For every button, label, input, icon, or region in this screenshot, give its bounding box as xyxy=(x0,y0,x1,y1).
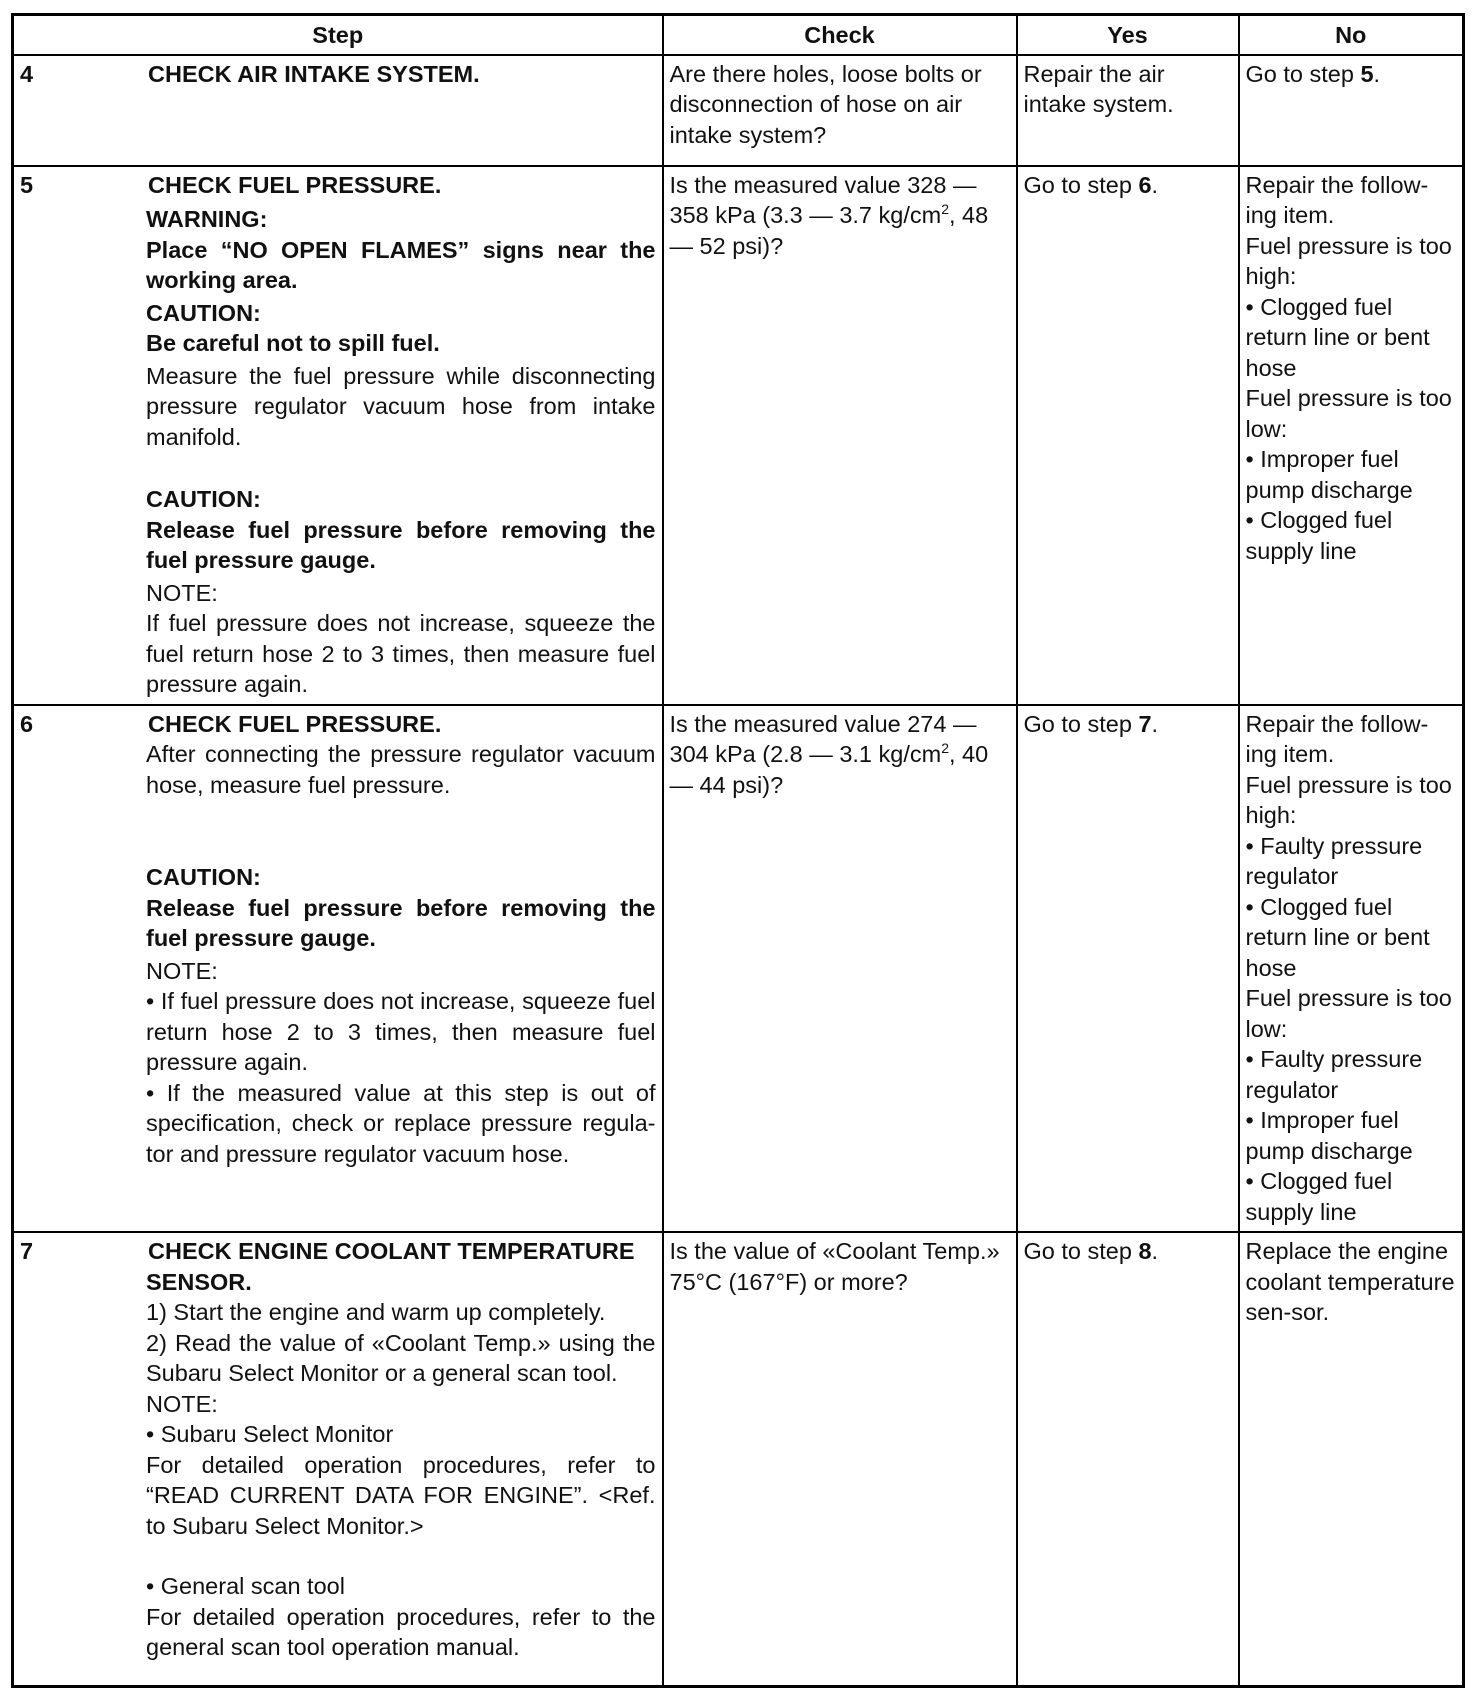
yes-text: Repair the air intake system. xyxy=(1023,60,1174,117)
warning-text: Place “NO OPEN FLAMES” signs near the working area. xyxy=(146,236,656,293)
yes-suffix: . xyxy=(1151,1238,1159,1264)
no-text: Replace the engine coolant temperature sen-sor. xyxy=(1245,1238,1455,1325)
step-title: CHECK FUEL PRESSURE. xyxy=(148,171,442,198)
table-row-step-5 xyxy=(13,166,1464,705)
check-cell xyxy=(663,705,1017,1233)
instruction-text: Measure the fuel pressure while disconnecting pressure regulator vacuum hose from intake manifold. xyxy=(146,362,656,450)
check-text: Is the value of «Coolant Temp.» 75°C (167°F) or more? xyxy=(669,1238,1000,1295)
no-line: Repair the follow-ing item. xyxy=(1245,171,1429,228)
check-text-end: , 48 — 52 psi)? xyxy=(669,202,989,259)
check-cell xyxy=(663,55,1017,166)
yes-prefix: Go to step xyxy=(1023,710,1139,737)
table-row-step-6 xyxy=(13,705,1464,1233)
header-row xyxy=(13,15,1464,55)
no-line: • Clogged fuel supply line xyxy=(1245,507,1393,564)
caution-text: Release fuel pressure before removing the fuel pressure gauge. xyxy=(146,516,656,573)
table-row-step-7 xyxy=(13,1232,1464,1687)
no-cell xyxy=(1239,166,1464,705)
check-text-end: , 40 — 44 psi)? xyxy=(669,741,989,798)
yes-cell xyxy=(1017,1232,1239,1687)
header-check: Check xyxy=(663,15,1017,55)
procedure-step: 2) Read the value of «Coolant Temp.» using the Subaru Select Monitor or a general scan tool. xyxy=(146,1329,656,1386)
superscript: 2 xyxy=(941,740,949,756)
no-line: Fuel pressure is too low: xyxy=(1245,985,1452,1042)
note-label: NOTE: xyxy=(146,579,218,606)
header-step: Step xyxy=(13,15,663,55)
step-number: 7 xyxy=(20,1238,34,1264)
diagnostic-table xyxy=(11,13,1465,1688)
yes-step-ref: 8 xyxy=(1138,1238,1152,1264)
header-no: No xyxy=(1239,15,1464,55)
no-cell xyxy=(1239,705,1464,1233)
note-bullet: • Subaru Select Monitor xyxy=(146,1421,394,1447)
note-label: NOTE: xyxy=(146,1390,218,1417)
yes-step-ref: 6 xyxy=(1138,171,1152,198)
yes-prefix: Go to step xyxy=(1023,1238,1139,1264)
yes-suffix: . xyxy=(1151,171,1159,198)
note-bullet: • If fuel pressure does not increase, squeeze fuel return hose 2 to 3 times, then measure fuel pressure again. xyxy=(146,988,656,1075)
no-line: • Improper fuel pump discharge xyxy=(1245,446,1413,503)
no-prefix: Go to step xyxy=(1245,60,1361,87)
no-line: Repair the follow-ing item. xyxy=(1245,710,1429,767)
no-line: • Clogged fuel supply line xyxy=(1245,1168,1393,1225)
note-text: For detailed operation procedures, refer to the general scan tool operation manual. xyxy=(146,1603,656,1660)
no-line: • Faulty pressure regulator xyxy=(1245,832,1423,889)
yes-cell xyxy=(1017,705,1239,1233)
check-cell xyxy=(663,1232,1017,1687)
check-cell xyxy=(663,166,1017,705)
no-line: • Faulty pressure regulator xyxy=(1245,1046,1423,1103)
no-suffix: . xyxy=(1373,60,1381,87)
yes-prefix: Go to step xyxy=(1023,171,1139,198)
no-line: Fuel pressure is too high: xyxy=(1245,771,1452,828)
table-row-step-4 xyxy=(13,55,1464,166)
note-bullet: • If the measured value at this step is out of specification, check or replace pressure regula-tor and pressure regulator vacuum hose. xyxy=(146,1079,656,1167)
instruction-text: After connecting the pressure regulator vacuum hose, measure fuel pressure. xyxy=(146,741,656,798)
no-step-ref: 5 xyxy=(1360,60,1374,87)
step-cell xyxy=(13,166,663,705)
note-text: If fuel pressure does not increase, squeeze the fuel return hose 2 to 3 times, then measure fuel pressure again. xyxy=(146,610,656,697)
note-label: NOTE: xyxy=(146,957,218,984)
note-text: For detailed operation procedures, refer to “READ CURRENT DATA FOR ENGINE”. <Ref. to Subaru Select Monitor.> xyxy=(146,1451,656,1539)
check-text: Are there holes, loose bolts or disconnection of hose on air intake system? xyxy=(669,60,982,148)
no-line: Fuel pressure is too high: xyxy=(1245,232,1452,289)
no-line: Fuel pressure is too low: xyxy=(1245,385,1452,442)
note-bullet: • General scan tool xyxy=(146,1573,345,1599)
no-line: • Improper fuel pump discharge xyxy=(1245,1107,1413,1164)
check-text: Is the measured value 328 — 358 kPa (3.3 — 3.7 kg/cm xyxy=(669,171,977,228)
yes-cell xyxy=(1017,55,1239,166)
no-cell xyxy=(1239,1232,1464,1687)
yes-step-ref: 7 xyxy=(1138,710,1152,737)
caution-label: CAUTION: xyxy=(146,864,261,890)
header-yes: Yes xyxy=(1017,15,1239,55)
procedure-step: 1) Start the engine and warm up completely. xyxy=(146,1299,606,1325)
step-title: CHECK AIR INTAKE SYSTEM. xyxy=(148,60,480,87)
step-cell xyxy=(13,55,663,166)
no-cell xyxy=(1239,55,1464,166)
caution-text: Be careful not to spill fuel. xyxy=(146,330,440,356)
caution-text: Release fuel pressure before removing the fuel pressure gauge. xyxy=(146,894,656,951)
step-title: CHECK ENGINE COOLANT TEMPERATURE SENSOR. xyxy=(146,1238,635,1295)
step-number: 5 xyxy=(20,171,34,198)
no-line: • Clogged fuel return line or bent hose xyxy=(1245,893,1430,981)
yes-suffix: . xyxy=(1151,710,1159,737)
warning-label: WARNING: xyxy=(146,206,268,232)
check-text: Is the measured value 274 — 304 kPa (2.8 — 3.1 kg/cm xyxy=(669,710,977,767)
caution-label: CAUTION: xyxy=(146,299,261,326)
step-number: 4 xyxy=(20,60,34,87)
superscript: 2 xyxy=(941,201,949,217)
step-number: 6 xyxy=(20,710,34,737)
step-title: CHECK FUEL PRESSURE. xyxy=(148,710,442,737)
step-cell xyxy=(13,705,663,1233)
yes-cell xyxy=(1017,166,1239,705)
step-cell xyxy=(13,1232,663,1687)
no-line: • Clogged fuel return line or bent hose xyxy=(1245,293,1430,381)
caution-label: CAUTION: xyxy=(146,486,261,512)
